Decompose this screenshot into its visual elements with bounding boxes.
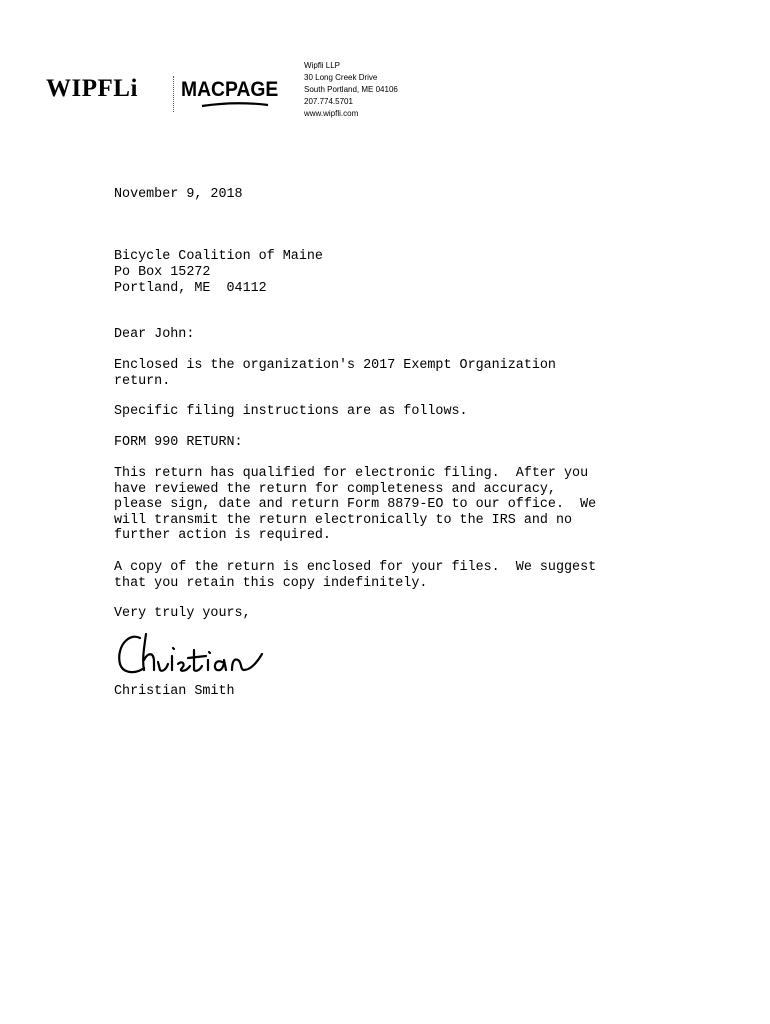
paragraph-instructions: Specific filing instructions are as follows. (114, 404, 468, 419)
recipient-po-box: Po Box 15272 (114, 265, 211, 280)
paragraph-enclosed: Enclosed is the organization's 2017 Exempt Organization return. (114, 358, 556, 389)
signer-name: Christian Smith (114, 684, 235, 699)
handwritten-signature (114, 626, 274, 680)
firm-website: www.wipfli.com (304, 109, 359, 118)
firm-city: South Portland, ME 04106 (304, 85, 398, 94)
firm-name: Wipfli LLP (304, 61, 341, 70)
macpage-logo: MACPAGE (181, 78, 279, 101)
closing: Very truly yours, (114, 606, 251, 621)
paragraph-efiling: This return has qualified for electronic filing. After you have reviewed the return for completeness and accuracy, please sign, date and return Form 8879-EO to our office. We will transmit the return electronically to the IRS and no further action is required. (114, 466, 597, 544)
firm-street: 30 Long Creek Drive (304, 73, 378, 82)
recipient-name: Bicycle Coalition of Maine (114, 249, 323, 264)
form-heading: FORM 990 RETURN: (114, 435, 243, 450)
recipient-city: Portland, ME 04112 (114, 281, 267, 296)
letter-body (114, 0, 714, 699)
wipfli-logo: WIPFLi (46, 75, 138, 102)
letter-date: November 9, 2018 (114, 187, 243, 202)
paragraph-copy: A copy of the return is enclosed for your files. We suggest that you retain this copy indefinitely. (114, 560, 597, 591)
salutation: Dear John: (114, 327, 195, 342)
firm-phone: 207.774.5701 (304, 97, 353, 106)
